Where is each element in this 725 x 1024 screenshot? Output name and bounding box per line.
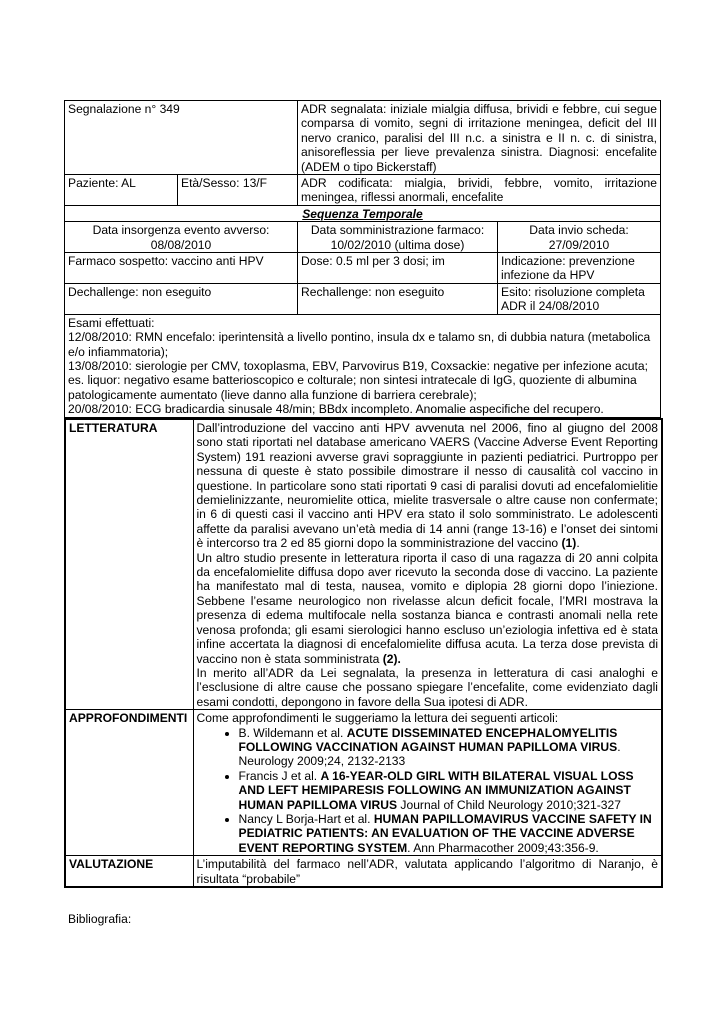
indication: Indicazione: prevenzione infezione da HPV [498, 253, 661, 284]
suspected-drug: Farmaco sospetto: vaccino anti HPV [65, 253, 298, 284]
evaluation-text: L’imputabilità del farmaco nell’ADR, valutata applicando l’algoritmo di Naranjo, è risultata “probabile” [193, 856, 662, 887]
article-list [197, 726, 659, 856]
further-reading-text [193, 710, 662, 856]
literature-label: LETTERATURA [65, 419, 193, 710]
literature-paragraph: Dall’introduzione del vaccino anti HPV avvenuta nel 2006, fino al giugno del 2008 sono stati riportati nel database americano VAERS (Vaccine Adverse Event Reporting System) 191 reazioni avverse gravi sopraggiunte in pazienti pediatrici. Purtroppo per nessuna di queste è stato possibile dimostrare il nesso di causalità col vaccino in questione. In particolare sono stati riportati 9 casi di paralisi dovuti ad encefalomielitie demielinizzante, neuromielite ottica, mielite trasversale o altre cause non confermate; in 6 di questi casi il vaccino anti HPV era stato il solo somministrato. Le adolescenti affette da paralisi avevano un’età media di 14 anni (range 13-16) e l’onset dei sintomi è intercorso tra 2 ed 85 giorni dopo la somministrazione del vaccino (1). [196, 421, 658, 551]
article-title: ACUTE DISSEMINATED ENCEPHALOMYELITIS FOLLOWING VACCINATION AGAINST HUMAN PAPILLOMA VIRUS [238, 725, 618, 754]
timeline-heading: Sequenza Temporale [65, 205, 661, 221]
literature-paragraph: Un altro studio presente in letteratura riporta il caso di una ragazza di 20 anni colpita da encefalomielite diffusa dopo aver ricevuto la seconda dose di vaccino. La paziente ha manifestato mal di testa, nausea, vomito e diplopia 28 giorni dopo l’iniezione. Sebbene l’esame neurologico non rivelasse alcun deficit focale, l’MRI mostrava la presenza di edema multifocale nella sostanza bianca e contrasti anomali nella rete venosa profonda; gli esami sierologici hanno escluso un’eziologia infettiva ed è stata infine accertata la diagnosi di encefalomielite diffusa acuta. La terza dose prevista di vaccino non è stata somministrata (2). [196, 550, 658, 666]
exam-entry: 12/08/2010: RMN encefalo: iperintensità a livello pontino, insula dx e talamo sn, di dubbia natura (metabolica e/o infiammatoria); [68, 330, 651, 359]
drug-administration-date: Data somministrazione farmaco: 10/02/2010 (ultima dose) [298, 222, 498, 253]
adr-reported: ADR segnalata: iniziale mialgia diffusa, brividi e febbre, cui segue comparsa di vomito, segni di irritazione meningea, deficit del III nervo cranico, paralisi del III n.c. a sinistra e II n. c. di sinistra, anisoreflessia per lieve prevalenza sinistra. Diagnosi: encefalite (ADEM o tipo Bickerstaff) [298, 101, 661, 175]
evaluation-label: VALUTAZIONE [65, 856, 193, 887]
dose-info: Dose: 0.5 ml per 3 dosi; im [298, 253, 498, 284]
article-title: A 16-YEAR-OLD GIRL WITH BILATERAL VISUAL LOSS AND LEFT HEMIPARESIS FOLLOWING AN IMMUNIZATION AGAINST HUMAN PAPILLOMA VIRUS [238, 768, 634, 812]
analysis-table [64, 418, 663, 888]
exam-entry: 20/08/2010: ECG bradicardia sinusale 48/min; BBdx incompleto. Anomalie aspecifiche del recupero. [68, 402, 604, 417]
article-title: HUMAN PAPILLOMAVIRUS VACCINE SAFETY IN PEDIATRIC PATIENTS: AN EVALUATION OF THE VACCINE ADVERSE EVENT REPORTING SYSTEM [238, 811, 652, 855]
dechallenge: Dechallenge: non eseguito [65, 283, 298, 314]
event-onset-date: Data insorgenza evento avverso: 08/08/2010 [65, 222, 298, 253]
further-reading-label: APPROFONDIMENTI [65, 710, 193, 856]
reference-2: (2). [382, 651, 401, 666]
literature-text [193, 419, 662, 710]
adr-coded: ADR codificata: mialgia, brividi, febbre, vomito, irritazione meningea, riflessi anormali, encefalite [298, 175, 661, 206]
outcome: Esito: risoluzione completa ADR il 24/08/2010 [498, 283, 661, 314]
reference-1: (1) [561, 536, 577, 551]
patient-id: Paziente: AL [65, 175, 178, 206]
article-item: • B. Wildemann et al. ACUTE DISSEMINATED ENCEPHALOMYELITIS FOLLOWING VACCINATION AGAINST HUMAN PAPILLOMA VIRUS. Neurology 2009;24, 2132-2133 [239, 726, 659, 769]
article-item: • Nancy L Borja-Hart et al. HUMAN PAPILLOMAVIRUS VACCINE SAFETY IN PEDIATRIC PATIENTS: AN EVALUATION OF THE VACCINE ADVERSE EVENT REPORTING SYSTEM. Ann Pharmacother 2009;43:356-9. [239, 812, 659, 855]
bibliography-heading: Bibliografia: [68, 912, 132, 926]
report-send-date: Data invio scheda: 27/09/2010 [498, 222, 661, 253]
report-number: Segnalazione n° 349 [65, 101, 298, 175]
exam-entry: 13/08/2010: sierologie per CMV, toxoplasma, EBV, Parvovirus B19, Coxsackie: negative per infezione acuta; es. liquor: negativo esame batterioscopico e colturale; non sintesi intratecale di IgG, quoziente di albumina patologicamente aumentato (lieve danno alla funzione di barriera cerebrale); [68, 358, 648, 402]
article-item: • Francis J et al. A 16-YEAR-OLD GIRL WITH BILATERAL VISUAL LOSS AND LEFT HEMIPARESIS FOLLOWING AN IMMUNIZATION AGAINST HUMAN PAPILLOMA VIRUS Journal of Child Neurology 2010;321-327 [239, 769, 659, 812]
exams-heading: Esami effettuati: [68, 315, 155, 330]
further-reading-intro: Come approfondimenti le suggeriamo la lettura dei seguenti articoli: [196, 711, 559, 726]
report-table [64, 100, 661, 418]
exams-section [65, 314, 661, 417]
literature-paragraph: In merito all’ADR da Lei segnalata, la presenza in letteratura di casi analoghi e l’esclusione di altre cause che possano spiegare l’encefalite, come evidenziato dagli esami condotti, depongono in favore della Sua ipotesi di ADR. [196, 665, 658, 709]
rechallenge: Rechallenge: non eseguito [298, 283, 498, 314]
patient-age-sex: Età/Sesso: 13/F [178, 175, 298, 206]
